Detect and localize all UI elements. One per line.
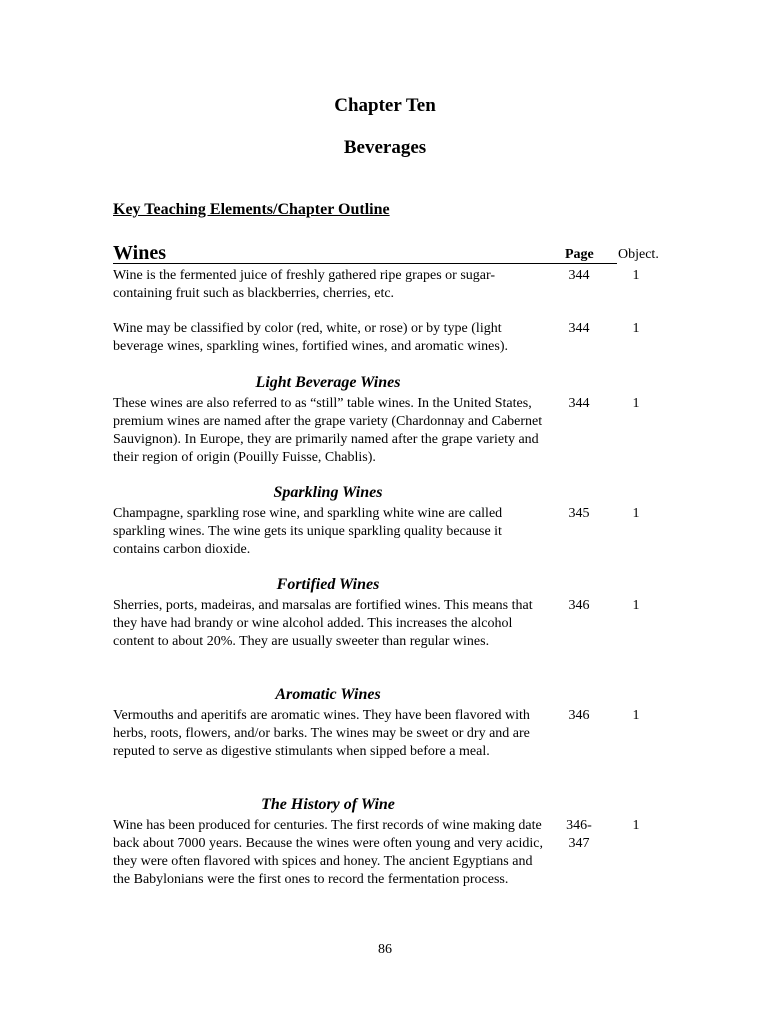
section-title: Wines bbox=[113, 242, 166, 264]
entry-objective: 1 bbox=[632, 268, 640, 283]
entry-objective: 1 bbox=[632, 708, 640, 723]
section-underline bbox=[113, 263, 617, 264]
chapter-title: Chapter Ten bbox=[334, 95, 436, 116]
objective-column-header: Object. bbox=[618, 247, 659, 262]
entry-text: These wines are also referred to as “still” table wines. In the United States, premium wines are named after the grape variety (Chardonnay and Cabernet Sauvignon). In Europe, they are primarily named after the grape variety and their region of origin (Pouilly Fuisse, Chablis). bbox=[113, 396, 543, 465]
entry-text: Champagne, sparkling rose wine, and sparkling white wine are called sparkling wines. The wine gets its unique sparkling quality because it contains carbon dioxide. bbox=[113, 506, 503, 557]
entry-text: Wine may be classified by color (red, white, or rose) or by type (light beverage wines, sparkling wines, fortified wines, and aromatic wines). bbox=[113, 321, 508, 354]
entry-text: Sherries, ports, madeiras, and marsalas are fortified wines. This means that they have had brandy or wine alcohol added. This increases the alcohol content to about 20%. They are usually sweeter than regular wines. bbox=[113, 598, 533, 649]
outline-heading: Key Teaching Elements/Chapter Outline bbox=[113, 201, 390, 218]
entry-page: 346 bbox=[568, 598, 590, 613]
entry-page: 346 bbox=[568, 708, 590, 723]
entry-objective: 1 bbox=[632, 598, 640, 613]
entry-text: Wine has been produced for centuries. The first records of wine making date back about 7000 years. Because the wines were often young and very acidic, they were often flavored with spices and honey. The ancient Egyptians and the Babylonians were the first ones to record the fermentation process. bbox=[113, 818, 543, 887]
entry-objective: 1 bbox=[632, 321, 640, 336]
entry-text: Vermouths and aperitifs are aromatic wines. They have been flavored with herbs, roots, flowers, and/or barks. The wines may be sweet or dry and are reputed to serve as digestive stimulants when sipped before a meal. bbox=[113, 708, 530, 759]
entry-heading: The History of Wine bbox=[261, 796, 395, 813]
page-column-header: Page bbox=[565, 247, 594, 262]
entry-heading: Fortified Wines bbox=[276, 576, 380, 593]
entry-page: 346-347 bbox=[566, 818, 592, 851]
entry-page: 344 bbox=[568, 396, 590, 411]
entry-page: 345 bbox=[568, 506, 590, 521]
entry-page: 344 bbox=[568, 321, 590, 336]
page-number: 86 bbox=[378, 942, 392, 957]
entry-heading: Light Beverage Wines bbox=[255, 374, 401, 391]
entry-objective: 1 bbox=[632, 818, 640, 833]
entry-text: Wine is the fermented juice of freshly gathered ripe grapes or sugar-containing fruit such as blackberries, cherries, etc. bbox=[113, 268, 496, 301]
entry-heading: Aromatic Wines bbox=[275, 686, 381, 703]
chapter-subtitle: Beverages bbox=[343, 137, 427, 158]
entry-heading: Sparkling Wines bbox=[273, 484, 383, 501]
entry-page: 344 bbox=[568, 268, 590, 283]
entry-objective: 1 bbox=[632, 506, 640, 521]
entry-objective: 1 bbox=[632, 396, 640, 411]
